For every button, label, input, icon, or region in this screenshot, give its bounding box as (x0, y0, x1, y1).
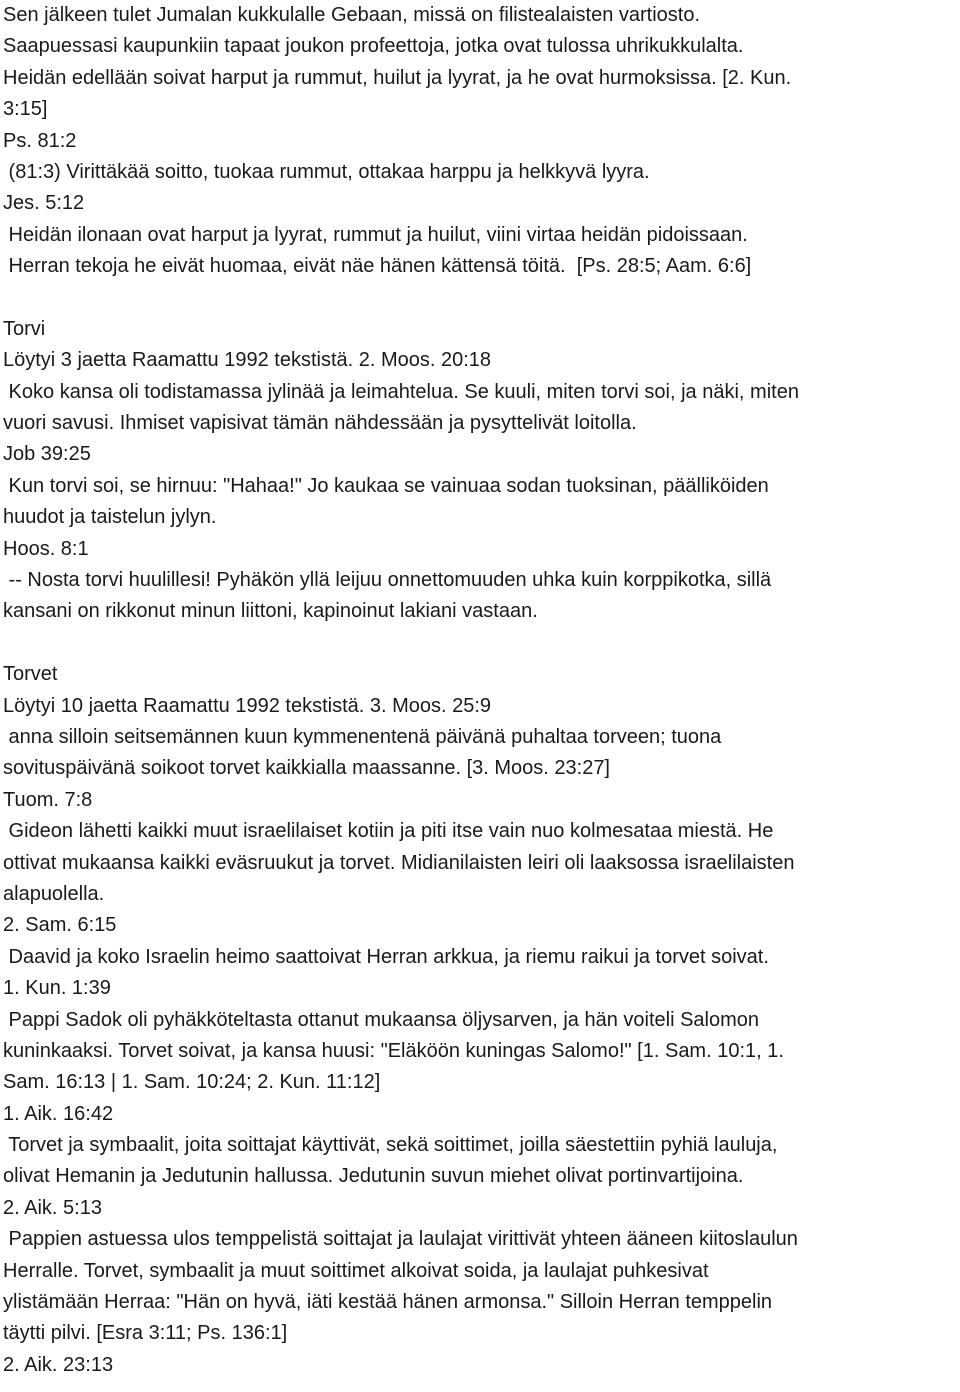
section-gap (3, 283, 960, 314)
text-line: Heidän ilonaan ovat harput ja lyyrat, rummut ja huilut, viini virtaa heidän pidoissaan. (3, 223, 748, 246)
text-line: Pappien astuessa ulos temppelistä soittajat ja laulajat virittivät yhteen ääneen kiitoslaulun (3, 1228, 798, 1251)
text-line: ottivat mukaansa kaikki eväsruukut ja torvet. Midianilaisten leiri oli laaksossa israelilaisten (3, 851, 795, 874)
text-line: Koko kansa oli todistamassa jylinää ja leimahtelua. Se kuuli, miten torvi soi, ja näki, miten (3, 380, 799, 403)
section-torvet (3, 659, 960, 1381)
text-line: ylistämään Herraa: "Hän on hyvä, iäti kestää hänen armonsa." Silloin Herran temppelin (3, 1291, 773, 1314)
section-title: Torvi (3, 317, 46, 340)
text-line: Gideon lähetti kaikki muut israelilaiset kotiin ja piti itse vain nuo kolmesataa miestä. He (3, 820, 774, 843)
verse-reference: 2. Aik. 23:13 (3, 1353, 114, 1376)
text-line: Pappi Sadok oli pyhäkköteltasta ottanut mukaansa öljysarven, ja hän voiteli Salomon (3, 1008, 760, 1031)
text-line: 3:15] (3, 98, 48, 121)
text-line: Sen jälkeen tulet Jumalan kukkulalle Gebaan, missä on filistealaisten vartiosto. (3, 4, 701, 26)
text-line: alapuolella. (3, 882, 105, 905)
verse-reference: Jes. 5:12 (3, 192, 85, 215)
verse-reference: 1. Aik. 16:42 (3, 1102, 114, 1125)
section-torvi (3, 314, 960, 628)
verse-reference: 2. Aik. 5:13 (3, 1196, 102, 1219)
text-line: sovituspäivänä soikoot torvet kaikkialla maassanne. [3. Moos. 23:27] (3, 757, 610, 780)
verse-reference: Tuom. 7:8 (3, 788, 93, 811)
text-line: täytti pilvi. [Esra 3:11; Ps. 136:1] (3, 1322, 288, 1345)
text-line: Daavid ja koko Israelin heimo saattoivat Herran arkkua, ja riemu raikui ja torvet soivat. (3, 945, 769, 968)
text-line: Herran tekoja he eivät huomaa, eivät näe hänen kättensä töitä. [Ps. 28:5; Aam. 6:6] (3, 255, 752, 278)
search-result-summary: Löytyi 3 jaetta Raamattu 1992 tekstistä. 2. Moos. 20:18 (3, 349, 492, 372)
text-line: Kun torvi soi, se hirnuu: "Hahaa!" Jo kaukaa se vainuaa sodan tuoksinan, päälliköiden (3, 474, 769, 497)
verse-reference: Job 39:25 (3, 443, 91, 466)
text-line: vuori savusi. Ihmiset vapisivat tämän nähdessään ja pysyttelivät loitolla. (3, 412, 637, 435)
text-line: Sam. 16:13 | 1. Sam. 10:24; 2. Kun. 11:12] (3, 1071, 381, 1094)
section-title: Torvet (3, 663, 58, 686)
verse-reference: Ps. 81:2 (3, 129, 77, 152)
text-line: (81:3) Virittäkää soitto, tuokaa rummut, ottakaa harppu ja helkkyvä lyyra. (3, 160, 650, 183)
verse-reference: 2. Sam. 6:15 (3, 914, 117, 937)
text-line: kuninkaaksi. Torvet soivat, ja kansa huusi: "Eläköön kuningas Salomo!" [1. Sam. 10:1, 1. (3, 1039, 784, 1062)
passage-block-intro (3, 0, 960, 283)
text-line: -- Nosta torvi huulillesi! Pyhäkön yllä leijuu onnettomuuden uhka kuin korppikotka, sillä (3, 569, 772, 592)
text-line: Saapuessasi kaupunkiin tapaat joukon profeettoja, jotka ovat tulossa uhrikukkulalta. (3, 35, 744, 58)
section-gap (3, 628, 960, 659)
text-line: Torvet ja symbaalit, joita soittajat käyttivät, sekä soittimet, joilla säestettiin pyhiä lauluja, (3, 1134, 778, 1157)
text-line: Heidän edellään soivat harput ja rummut, huilut ja lyyrat, ja he ovat hurmoksissa. [2. Kun. (3, 66, 792, 89)
search-result-summary: Löytyi 10 jaetta Raamattu 1992 tekstistä. 3. Moos. 25:9 (3, 694, 492, 717)
text-line: Herralle. Torvet, symbaalit ja muut soittimet alkoivat soida, ja laulajat puhkesivat (3, 1259, 709, 1282)
text-line: kansani on rikkonut minun liittoni, kapinoinut lakiani vastaan. (3, 600, 538, 623)
text-line: anna silloin seitsemännen kuun kymmenentenä päivänä puhaltaa torveen; tuona (3, 725, 722, 748)
verse-reference: Hoos. 8:1 (3, 537, 89, 560)
text-line: olivat Hemanin ja Jedutunin hallussa. Jedutunin suvun miehet olivat portinvartijoina. (3, 1165, 744, 1188)
text-line: huudot ja taistelun jylyn. (3, 506, 217, 529)
verse-reference: 1. Kun. 1:39 (3, 977, 111, 1000)
